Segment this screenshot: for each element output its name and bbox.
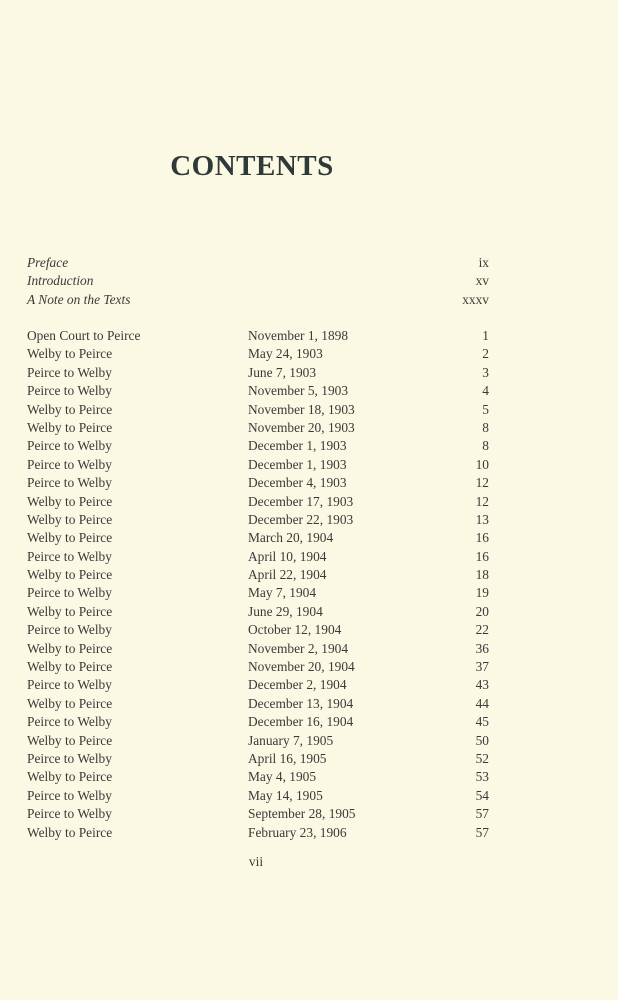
letter-entry [27,566,489,584]
letter-entry [27,474,489,492]
letter-correspondents: Peirce to Welby [27,383,112,399]
front-matter-page: xv [475,273,489,289]
letter-date: December 17, 1903 [248,493,354,509]
letter-page: 12 [475,493,489,509]
front-matter-title: A Note on the Texts [27,291,131,307]
letter-page: 16 [475,530,489,546]
letter-entry [27,750,489,768]
letter-correspondents: Peirce to Welby [27,548,112,564]
letter-correspondents: Welby to Peirce [27,419,113,435]
letter-entry [27,658,489,676]
letter-entry [27,640,489,658]
letter-page: 50 [475,732,489,748]
letter-page: 8 [482,419,489,435]
letter-page: 54 [475,787,489,803]
letter-page: 5 [482,401,489,417]
letter-page: 10 [475,456,489,472]
letter-correspondents: Welby to Peirce [27,567,113,583]
letter-entry [27,401,489,419]
letter-page: 57 [475,806,489,822]
letter-entry [27,493,489,511]
letter-date: October 12, 1904 [248,622,342,638]
letter-date: May 7, 1904 [248,585,317,601]
letter-correspondents: Welby to Peirce [27,695,113,711]
letter-page: 19 [475,585,489,601]
letter-entry [27,548,489,566]
letter-date: March 20, 1904 [248,530,334,546]
letter-page: 53 [475,769,489,785]
letter-entry [27,437,489,455]
letter-correspondents: Peirce to Welby [27,677,112,693]
letter-date: December 4, 1903 [248,475,347,491]
letter-entry [27,364,489,382]
letter-correspondents: Peirce to Welby [27,622,112,638]
letter-page: 52 [475,750,489,766]
letter-date: April 10, 1904 [248,548,327,564]
letter-entry [27,529,489,547]
letter-correspondents: Peirce to Welby [27,714,112,730]
letter-page: 12 [475,475,489,491]
letter-date: November 20, 1903 [248,419,355,435]
letter-date: December 16, 1904 [248,714,354,730]
letter-correspondents: Welby to Peirce [27,640,113,656]
letter-correspondents: Welby to Peirce [27,732,113,748]
letter-page: 3 [482,364,489,380]
letter-correspondents: Welby to Peirce [27,511,113,527]
letter-date: November 20, 1904 [248,659,355,675]
letter-entry [27,621,489,639]
letter-date: May 14, 1905 [248,787,323,803]
front-matter-item [27,272,489,290]
front-matter-item [27,254,489,272]
letter-date: June 7, 1903 [248,364,317,380]
letter-entry [27,327,489,345]
letter-page: 37 [475,659,489,675]
letter-correspondents: Welby to Peirce [27,493,113,509]
letter-entry [27,456,489,474]
letter-entry [27,732,489,750]
letter-page: 22 [475,622,489,638]
letter-date: November 2, 1904 [248,640,349,656]
letter-entry [27,345,489,363]
letter-date: November 1, 1898 [248,328,349,343]
front-matter-page: xxxv [462,291,489,307]
page-title: CONTENTS [170,150,334,182]
front-matter-page: ix [478,255,489,270]
letter-correspondents: Open Court to Peirce [27,328,141,343]
letter-entry [27,419,489,437]
letter-correspondents: Welby to Peirce [27,769,113,785]
letter-date: December 1, 1903 [248,456,347,472]
letter-correspondents: Welby to Peirce [27,659,113,675]
letter-date: May 4, 1905 [248,769,317,785]
letter-entry [27,713,489,731]
letter-entry [27,676,489,694]
front-matter-list [27,254,489,309]
letter-page: 57 [475,824,489,840]
letter-date: December 2, 1904 [248,677,347,693]
letter-page: 18 [475,567,489,583]
letter-date: April 22, 1904 [248,567,327,583]
letter-correspondents: Peirce to Welby [27,364,112,380]
letter-correspondents: Welby to Peirce [27,824,113,840]
letter-correspondents: Peirce to Welby [27,750,112,766]
letter-entry [27,584,489,602]
letter-page: 43 [475,677,489,693]
letter-correspondents: Peirce to Welby [27,438,112,454]
letter-correspondents: Peirce to Welby [27,475,112,491]
letter-entry [27,768,489,786]
letter-entry [27,695,489,713]
letter-correspondents: Welby to Peirce [27,346,113,362]
letter-date: December 13, 1904 [248,695,354,711]
letter-page: 45 [475,714,489,730]
letter-entry [27,382,489,400]
letter-correspondents: Welby to Peirce [27,603,113,619]
letter-page: 4 [482,383,489,399]
letter-correspondents: Peirce to Welby [27,585,112,601]
page-number: vii [248,854,264,869]
front-matter-item [27,291,489,309]
letter-correspondents: Peirce to Welby [27,787,112,803]
letter-page: 1 [482,328,489,343]
letter-entry [27,787,489,805]
letter-date: November 18, 1903 [248,401,355,417]
letter-page: 2 [482,346,489,362]
letter-page: 16 [475,548,489,564]
letters-list [27,327,489,842]
letter-date: September 28, 1905 [248,806,356,822]
letter-page: 20 [475,603,489,619]
letter-correspondents: Welby to Peirce [27,530,113,546]
front-matter-title: Introduction [27,273,94,289]
letter-date: June 29, 1904 [248,603,323,619]
letter-page: 8 [482,438,489,454]
front-matter-title: Preface [27,255,69,270]
letter-date: February 23, 1906 [248,824,347,840]
letter-correspondents: Peirce to Welby [27,456,112,472]
letter-date: May 24, 1903 [248,346,323,362]
letter-entry [27,511,489,529]
letter-correspondents: Welby to Peirce [27,401,113,417]
letter-date: December 22, 1903 [248,511,354,527]
letter-entry [27,603,489,621]
letter-date: November 5, 1903 [248,383,349,399]
letter-date: January 7, 1905 [248,732,334,748]
letter-correspondents: Peirce to Welby [27,806,112,822]
letter-page: 13 [475,511,489,527]
letter-page: 36 [475,640,489,656]
letter-date: December 1, 1903 [248,438,347,454]
letter-entry [27,805,489,823]
letter-page: 44 [475,695,489,711]
letter-entry [27,824,489,842]
letter-date: April 16, 1905 [248,750,327,766]
